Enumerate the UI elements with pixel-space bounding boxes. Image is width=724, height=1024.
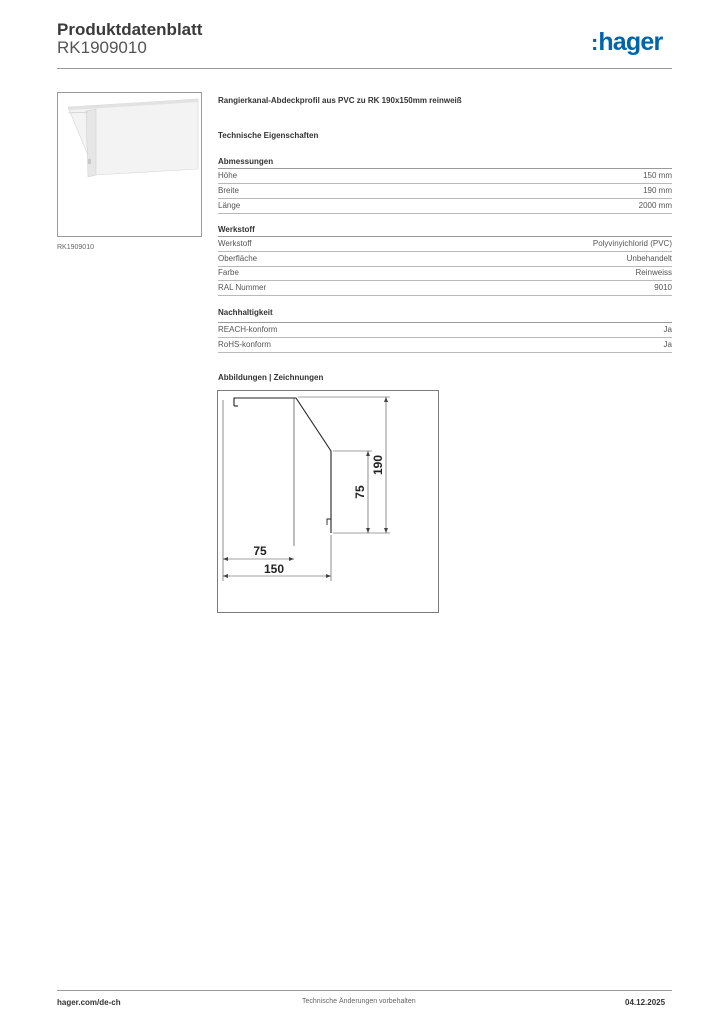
logo-colon-icon: : [591,30,599,55]
tech-heading: Technische Eigenschaften [218,131,319,140]
drawings-heading: Abbildungen | Zeichnungen [218,373,324,382]
footer-date: 04.12.2025 [625,998,666,1007]
document-title: Produktdatenblatt [57,20,203,39]
profile-outline [234,398,331,533]
row-value: Reinweiss [635,268,672,277]
table-row [218,252,672,267]
dimension-75-vertical-label: 75 [353,485,367,499]
table-row [218,266,672,281]
row-value: 150 mm [643,171,672,180]
row-label: Höhe [218,171,238,180]
table-row [218,338,672,353]
technical-drawing [217,390,439,613]
table-row [218,281,672,296]
row-label: Farbe [218,268,239,277]
row-label: REACH-konform [218,325,278,334]
table-row [218,199,672,214]
table-row [218,323,672,338]
dimension-150-label: 150 [263,562,285,576]
header-divider [57,68,672,69]
dimension-190-label: 190 [371,454,385,476]
table-row [218,184,672,199]
product-code: RK1909010 [57,38,147,57]
profile-photo-illustration [58,93,201,236]
material-heading: Werkstoff [218,225,255,234]
row-value: Unbehandelt [626,254,672,263]
row-value: Ja [663,325,672,334]
table-row [218,169,672,184]
row-value: Ja [663,340,672,349]
row-label: Oberfläche [218,254,258,263]
product-description: Rangierkanal-Abdeckprofil aus PVC zu RK 190x150mm reinweiß [218,96,462,105]
row-label: Breite [218,186,239,195]
row-value: 190 mm [643,186,672,195]
image-caption: RK1909010 [57,244,94,251]
footer-notice: Technische Änderungen vorbehalten [302,998,416,1005]
row-label: Werkstoff [218,239,252,248]
logo-wordmark: hager [598,28,663,56]
dimensions-heading: Abmessungen [218,157,274,166]
row-label: RAL Nummer [218,283,267,292]
product-image [57,92,202,237]
sustainability-heading: Nachhaltigkeit [218,308,273,317]
table-row [218,237,672,252]
dimension-75-horizontal-label: 75 [253,544,267,558]
profile-cross-section-drawing [218,391,438,612]
row-label: Länge [218,201,241,210]
footer-divider [57,990,672,991]
row-value: 2000 mm [638,201,672,210]
row-label: RoHS-konform [218,340,271,349]
row-value: 9010 [654,283,672,292]
footer-website: hager.com/de-ch [57,998,121,1007]
row-value: Polyvinyichlorid (PVC) [592,239,672,248]
hager-logo [591,28,662,57]
